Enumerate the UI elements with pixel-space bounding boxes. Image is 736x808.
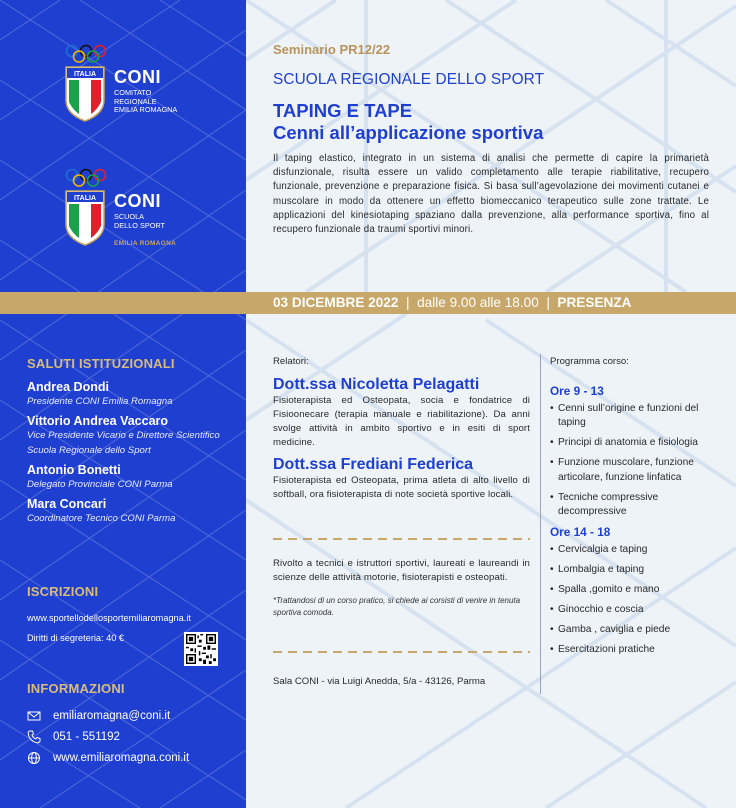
speakers-section [273,356,530,501]
date-band-text [273,292,631,314]
person-name: Vittorio Andrea Vaccaro [27,414,169,428]
person-item [27,380,237,409]
registration-title: ISCRIZIONI [27,584,99,599]
column-divider [540,354,541,694]
list-item: • Gamba , caviglia e piede [550,623,720,637]
event-date: 03 DICEMBRE 2022 [273,295,399,310]
speaker-bio: Fisioterapista ed Osteopata, socia e fondatrice di Fisioonecare (terapia manuale e riabilitazione). Da anni svolge attività in ambito sportivo e in esiti di sport medicine. [273,395,530,448]
left-sidebar [0,0,246,808]
list-item: • Lombalgia e taping [550,563,720,577]
dashed-divider [273,651,530,653]
website-text: www.emiliaromagna.coni.it [53,752,190,764]
title-line: TAPING E TAPE [273,100,413,121]
olympic-rings-icon [64,168,108,188]
list-item: • Cervicalgia e taping [550,543,720,557]
intro-paragraph: Il taping elastico, integrato in un sistema di analisi che permette di capire la primarietà disfunzionale, risulta essere un valido completamento alle terapie riabilitative, recupero funzionale, prevenzione e preparazione fisica. Si basa sull’agevolazione dei movimenti cutanei e muscolare in modo da ottenere un effetto biomeccanico terapeutico sulle zone trattate. Le applicazioni del kinesiotaping spaziano dalla prevenzione, alla performance sportiva, fino al recupero funzionale da traumi sportivi minori. [273,153,709,236]
person-role: Delegato Provinciale CONI Parma [27,479,173,490]
list-item: • Spalla ,gomito e mano [550,583,720,597]
info-title: INFORMAZIONI [27,681,125,696]
list-item: • Principi di anatomia e fisiologia [550,436,720,450]
person-item [27,463,237,492]
person-name: Mara Concari [27,497,107,511]
info-section [27,681,237,696]
email-row[interactable] [27,709,170,723]
speaker-bio: Fisioterapista ed Osteopata, prima atleta di alto livello di softball, ora fisioterapista di note società sportive locali. [273,474,530,500]
qr-code[interactable] [184,632,218,666]
greetings-section [27,356,237,526]
greetings-title: SALUTI ISTITUZIONALI [27,356,175,371]
person-role: Presidente CONI Emilia Romagna [27,396,173,407]
list-item: • Cenni sull’origine e funzioni del taping [550,402,720,431]
phone-text: 051 - 551192 [53,731,120,743]
shield-text: ITALIA [73,195,97,202]
person-name: Antonio Bonetti [27,463,121,477]
logo-subtitle: COMITATO REGIONALE EMILIA ROMAGNA [114,88,178,114]
phone-icon [27,730,41,744]
person-item [27,414,237,458]
event-mode: PRESENZA [557,295,632,310]
speaker-name: Dott.ssa Frediani Federica [273,455,474,473]
afternoon-list [550,543,720,657]
audience-text: Rivolto a tecnici e istruttori sportivi, laureati e laureandi in scienze delle attività motorie, fisioterapisti e osteopati. [273,558,530,583]
mail-icon [27,709,41,723]
list-item: • Tecniche compressive decompressive [550,491,720,520]
afternoon-title: Ore 14 - 18 [550,525,611,540]
registration-url[interactable]: www.sportellodellosportemiliaromagna.it [27,613,191,623]
olympic-rings-icon [64,44,108,64]
speakers-label: Relatori: [273,356,309,367]
speaker-name: Dott.ssa Nicoletta Pelagatti [273,376,480,393]
venue-section [273,676,530,687]
person-name: Andrea Dondi [27,380,109,394]
venue-text: Sala CONI - via Luigi Anedda, 5/a - 43126, Parma [273,676,486,687]
list-item: • Ginocchio e coscia [550,603,720,617]
registration-fee: Diritti di segreteria: 40 € [27,633,125,643]
dashed-divider [273,538,530,540]
morning-list [550,402,720,519]
seminar-code: Seminario PR12/22 [273,42,391,57]
coni-school-logo [62,168,246,250]
program-label: Programma corso: [550,356,629,367]
website-row[interactable] [27,751,189,765]
audience-note: *Trattandosi di un corso pratico, si chiede ai corsisti di venire in tenuta sportiva comoda. [273,595,521,617]
phone-row[interactable] [27,730,120,744]
separator: | [546,295,550,310]
person-role: Vice Presidente Vicario e Direttore Scientifico Scuola Regionale dello Sport [27,430,220,456]
program-section [550,356,720,663]
event-hours: dalle 9.00 alle 18.00 [417,295,539,310]
italia-shield-icon [65,190,105,246]
audience-section [273,557,530,619]
person-item [27,497,237,526]
qr-code-icon [186,634,216,664]
coni-brand: CONI [114,67,161,87]
italia-shield-icon [65,66,105,122]
logo-region: EMILIA ROMAGNA [114,240,177,247]
subtitle-line: Cenni all’applicazione sportiva [273,122,544,143]
school-title: SCUOLA REGIONALE DELLO SPORT [273,71,545,88]
list-item: • Funzione muscolare, funzione articolare, funzione linfatica [550,456,720,485]
page-title [273,100,543,144]
separator: | [405,295,410,310]
coni-regional-logo [62,44,246,126]
coni-brand: CONI [114,191,161,211]
shield-text: ITALIA [73,71,97,78]
email-text: emiliaromagna@coni.it [53,710,171,722]
logo-subtitle: SCUOLA DELLO SPORT [114,212,165,230]
person-role: Coordinatore Tecnico CONI Parma [27,513,176,524]
morning-title: Ore 9 - 13 [550,384,604,398]
list-item: • Esercitazioni pratiche [550,643,720,657]
globe-icon [27,751,41,765]
